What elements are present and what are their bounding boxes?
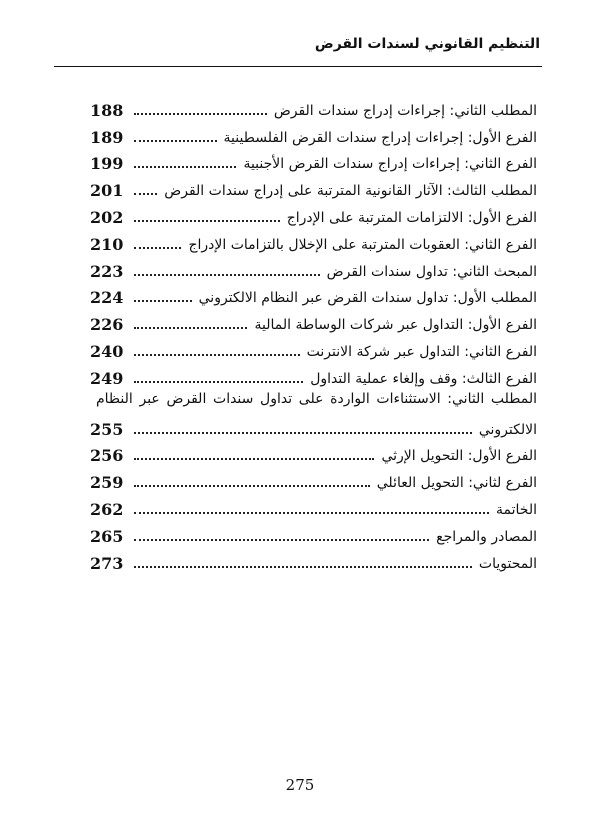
toc-entry-page: 210 [90,234,124,254]
leader-dots [134,381,303,383]
toc-entry-title: الخاتمة [496,501,537,518]
toc-entry-title: المطلب الأول: تداول سندات القرض عبر النظام الالكتروني [198,290,537,307]
leader-dots [134,327,247,329]
toc-entry[interactable] [90,493,537,520]
toc-entry-page: 240 [90,341,124,361]
leader-dots [134,140,217,142]
toc-entry-title: الفرع الثاني: التداول عبر شركة الانترنت [306,343,537,360]
toc-entry[interactable] [90,335,537,362]
toc-entry-title: المبحث الثاني: تداول سندات القرض [326,263,537,280]
toc-entry-page: 255 [90,419,124,439]
toc-entry-title: الفرع الثاني: إجراءات إدراج سندات القرض الأجنبية [243,156,537,173]
leader-dots [134,512,489,514]
toc-entry-title: الفرع الثالث: وقف وإلغاء عملية التداول [310,370,537,387]
toc-entry-title: الفرع الأول: التداول عبر شركات الوساطة المالية [254,317,537,334]
toc-entry[interactable] [90,282,537,309]
page-number: 275 [285,776,315,794]
toc-entry-page: 223 [90,261,124,281]
toc-entry-page: 199 [90,154,124,174]
toc-entry-title: الفرع الأول: التحويل الإرثي [381,448,537,465]
leader-dots [134,247,181,249]
toc-entry[interactable] [90,201,537,228]
leader-dots [134,274,320,276]
leader-dots [134,566,472,568]
header-rule [54,66,542,67]
toc-entry[interactable] [90,228,537,255]
toc-entry[interactable] [90,466,537,493]
toc-entry[interactable] [90,255,537,282]
leader-dots [134,458,374,460]
toc-entry-page: 188 [90,100,124,120]
toc-entry[interactable] [90,148,537,175]
toc-entry[interactable] [90,362,537,389]
leader-dots [134,354,300,356]
leader-dots [134,539,429,541]
toc-entry[interactable] [90,520,537,547]
toc-entry-title: الفرع لثاني: التحويل العائلي [376,475,537,492]
leader-dots [134,193,157,195]
leader-dots [134,220,280,222]
toc-entry-title: المصادر والمراجع [436,528,537,545]
leader-dots [134,485,370,487]
toc-entry[interactable] [90,308,537,335]
leader-dots [134,432,472,434]
toc-entry-title-line1: المطلب الثاني: الاستثناءات الواردة على تداول سندات القرض عبر النظام [96,390,537,407]
toc-entry-page: 259 [90,473,124,493]
table-of-contents [90,94,537,574]
running-header: التنظيم القانوني لسندات القرض [314,36,540,52]
toc-entry-title: الفرع الأول: الالتزامات المترتبة على الإدراج [286,209,537,226]
toc-entry-page: 265 [90,526,124,546]
toc-entry-page: 273 [90,553,124,573]
leader-dots [134,166,236,168]
toc-entry-title: المحتويات [478,555,537,572]
toc-entry-title: الفرع الأول: إجراءات إدراج سندات القرض الفلسطينية [223,129,537,146]
toc-entry-page: 201 [90,181,124,201]
toc-entry-page: 189 [90,127,124,147]
leader-dots [134,113,267,115]
toc-entry-title: المطلب الثاني: إجراءات إدراج سندات القرض [273,102,537,119]
toc-entry[interactable] [90,174,537,201]
toc-entry-title: المطلب الثالث: الآثار القانونية المترتبة على إدراج سندات القرض [164,183,537,200]
toc-entry[interactable] [90,94,537,121]
toc-entry-page: 262 [90,499,124,519]
toc-entry[interactable] [90,440,537,467]
toc-entry-page: 249 [90,368,124,388]
toc-entry-page: 224 [90,288,124,308]
toc-entry-page: 256 [90,446,124,466]
toc-entry[interactable] [90,121,537,148]
leader-dots [134,300,192,302]
toc-entry-title: الفرع الثاني: العقوبات المترتبة على الإخلال بالتزامات الإدراج [188,236,537,253]
toc-entry[interactable] [90,413,537,440]
toc-entry[interactable] [90,547,537,574]
toc-entry-page: 202 [90,207,124,227]
toc-entry-page: 226 [90,315,124,335]
toc-entry-title: الالكتروني [478,421,537,438]
